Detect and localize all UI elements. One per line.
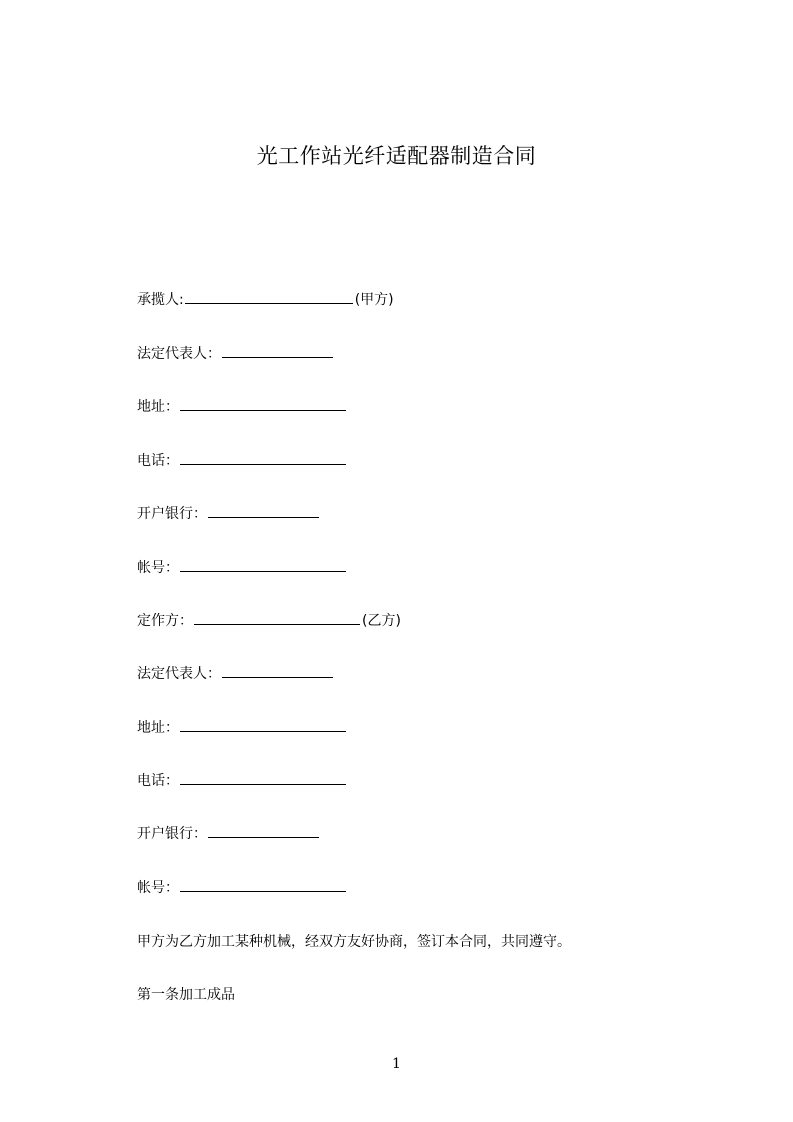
party-b-bank-label: 开户银行： bbox=[137, 826, 207, 842]
party-a-bank-line bbox=[137, 504, 319, 524]
party-a-phone-label: 电话： bbox=[137, 453, 179, 469]
party-a-address-line bbox=[137, 397, 346, 417]
party-b-legal-rep-field[interactable] bbox=[222, 664, 333, 678]
party-b-address-line bbox=[137, 718, 346, 738]
party-a-bank-label: 开户银行： bbox=[137, 506, 207, 522]
party-b-bank-field[interactable] bbox=[208, 824, 319, 838]
party-a-bank-field[interactable] bbox=[208, 504, 319, 518]
party-b-legal-rep-line bbox=[137, 664, 333, 684]
party-a-role-line bbox=[137, 290, 394, 310]
party-b-address-label: 地址： bbox=[137, 720, 179, 736]
party-a-legal-rep-field[interactable] bbox=[222, 344, 333, 358]
party-b-address-field[interactable] bbox=[180, 718, 346, 732]
party-a-name-field[interactable] bbox=[185, 290, 353, 304]
party-a-role-label: 承揽人: bbox=[137, 292, 184, 308]
party-a-address-field[interactable] bbox=[180, 397, 346, 411]
party-b-phone-label: 电话： bbox=[137, 773, 179, 789]
party-b-phone-field[interactable] bbox=[180, 771, 346, 785]
party-a-phone-line bbox=[137, 451, 346, 471]
party-b-account-field[interactable] bbox=[180, 878, 346, 892]
party-b-phone-line bbox=[137, 771, 346, 791]
party-b-bank-line bbox=[137, 824, 319, 844]
party-b-role-suffix: (乙方) bbox=[362, 613, 401, 629]
party-a-phone-field[interactable] bbox=[180, 451, 346, 465]
party-b-role-label: 定作方： bbox=[137, 613, 193, 629]
party-a-address-label: 地址： bbox=[137, 399, 179, 415]
party-a-account-field[interactable] bbox=[180, 558, 346, 572]
party-b-legal-rep-label: 法定代表人： bbox=[137, 666, 221, 682]
party-b-role-line bbox=[137, 611, 401, 631]
document-title: 光工作站光纤适配器制造合同 bbox=[256, 144, 537, 168]
party-b-name-field[interactable] bbox=[194, 611, 360, 625]
party-a-account-line bbox=[137, 558, 346, 578]
page-number: 1 bbox=[392, 1056, 401, 1072]
party-a-legal-rep-line bbox=[137, 344, 333, 364]
party-b-account-label: 帐号： bbox=[137, 880, 179, 896]
party-b-account-line bbox=[137, 878, 346, 898]
intro-paragraph: 甲方为乙方加工某种机械，经双方友好协商，签订本合同，共同遵守。 bbox=[137, 934, 571, 950]
section-heading: 第一条加工成品 bbox=[137, 987, 235, 1003]
party-a-role-suffix: (甲方) bbox=[354, 292, 394, 308]
party-a-account-label: 帐号： bbox=[137, 560, 179, 576]
party-a-legal-rep-label: 法定代表人： bbox=[137, 346, 221, 362]
